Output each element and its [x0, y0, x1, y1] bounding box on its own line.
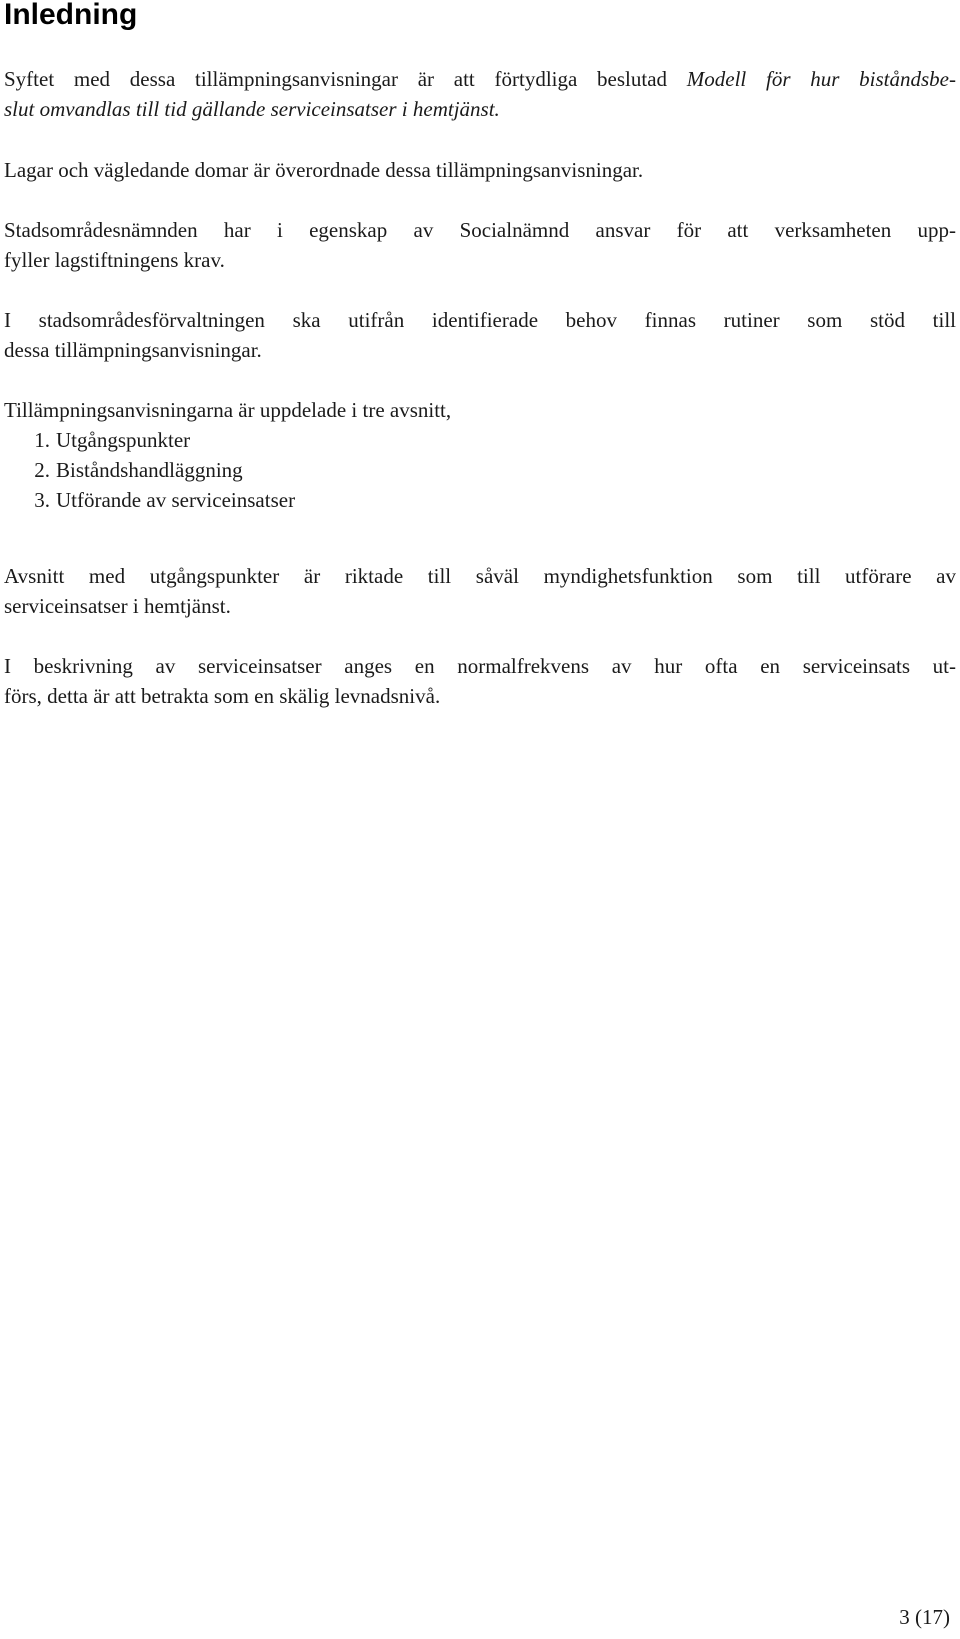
- list-text: Utförande av serviceinsatser: [56, 488, 296, 512]
- paragraph-purpose: [4, 64, 956, 124]
- list-text: Utgångspunkter: [56, 428, 191, 452]
- paragraph-frequency: [4, 651, 956, 711]
- paragraph-line: dessa tillämpningsanvisningar.: [4, 338, 262, 362]
- paragraph-text: Lagar och vägledande domar är överordnade dessa tillämpningsanvisningar.: [4, 158, 644, 182]
- list-item: [4, 455, 295, 485]
- paragraph-routines: [4, 305, 956, 365]
- paragraph-line: förs, detta är att betrakta som en skälig levnadsnivå.: [4, 684, 441, 708]
- paragraph-sections-intro: [4, 395, 956, 425]
- list-item: [4, 485, 295, 515]
- document-title-reference-continued: slut omvandlas till tid gällande serviceinsatser i hemtjänst.: [4, 97, 500, 121]
- list-number: 1.: [34, 428, 50, 452]
- paragraph-line: Avsnitt med utgångspunkter är riktade till såväl myndighetsfunktion som till utförare av: [4, 564, 956, 588]
- paragraph-responsibility: [4, 215, 956, 275]
- list-number: 2.: [34, 458, 50, 482]
- paragraph-line: serviceinsatser i hemtjänst.: [4, 594, 231, 618]
- paragraph-line: [4, 64, 956, 94]
- paragraph-laws: [4, 155, 956, 185]
- list-text: Biståndshandläggning: [56, 458, 243, 482]
- list-item: [4, 425, 295, 455]
- paragraph-line: fyller lagstiftningens krav.: [4, 248, 225, 272]
- list-number: 3.: [34, 488, 50, 512]
- paragraph-line: I beskrivning av serviceinsatser anges en normalfrekvens av hur ofta en serviceinsats ut-: [4, 654, 956, 678]
- paragraph-text: Tillämpningsanvisningarna är uppdelade i tre avsnitt,: [4, 398, 452, 422]
- paragraph-audience: [4, 561, 956, 621]
- document-title-reference: Modell för hur biståndsbe-: [686, 67, 956, 91]
- section-heading: Inledning: [4, 0, 138, 31]
- paragraph-text: Syftet med dessa tillämpningsanvisningar är att förtydliga beslutad: [4, 67, 687, 91]
- paragraph-line: I stadsområdesförvaltningen ska utifrån identifierade behov finnas rutiner som stöd till: [4, 308, 956, 332]
- paragraph-line: Stadsområdesnämnden har i egenskap av Socialnämnd ansvar för att verksamheten upp-: [4, 218, 956, 242]
- sections-list: [4, 425, 295, 515]
- page-number: 3 (17): [899, 1605, 950, 1629]
